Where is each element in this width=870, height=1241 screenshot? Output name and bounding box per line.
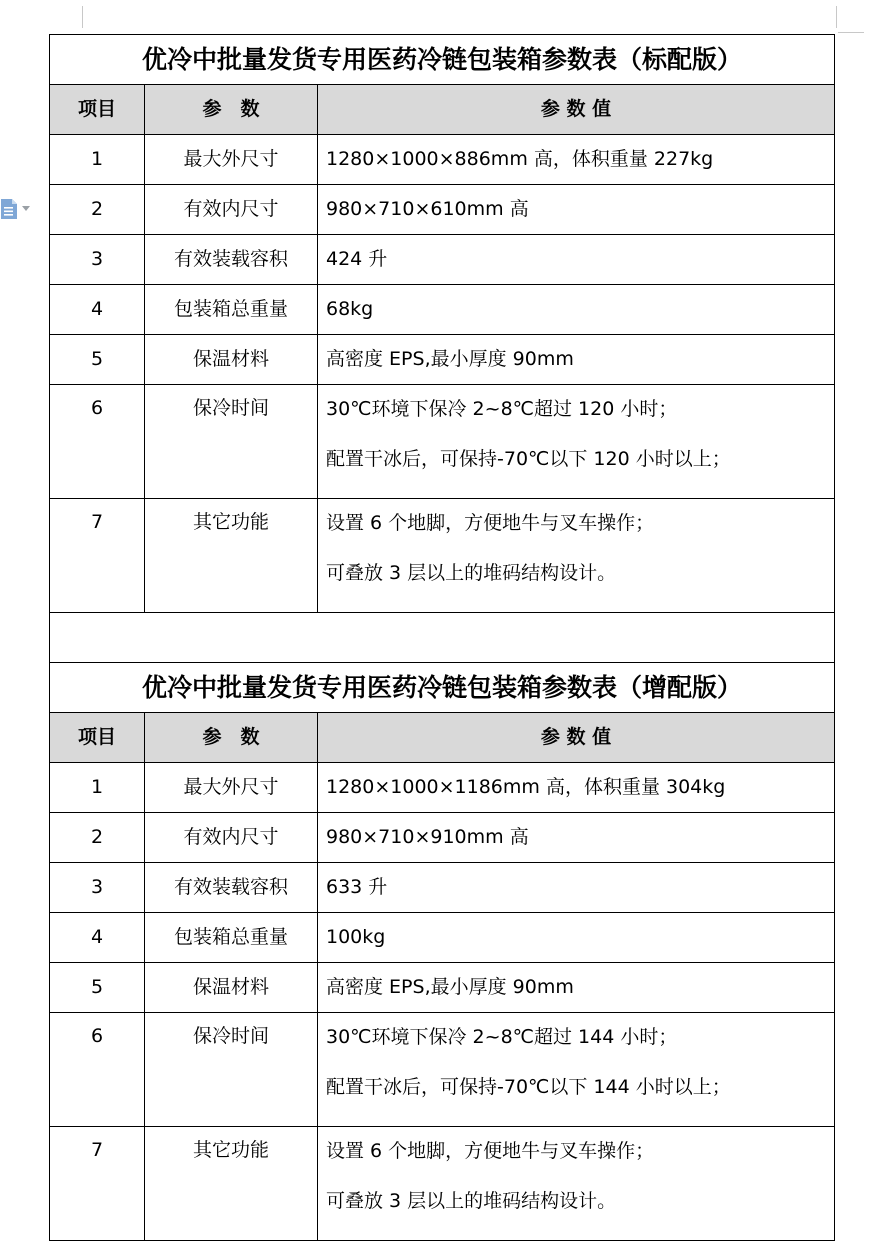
table-row (50, 813, 835, 863)
row-number: 2 (50, 813, 145, 863)
spec-table (49, 34, 835, 1241)
margin-options[interactable] (0, 197, 40, 221)
row-param: 有效装载容积 (145, 863, 318, 913)
row-number: 4 (50, 913, 145, 963)
row-value: 980×710×910mm 高 (318, 813, 835, 863)
row-value (318, 1013, 835, 1127)
row-number: 4 (50, 285, 145, 335)
separator-row (50, 613, 835, 663)
table-row (50, 913, 835, 963)
crop-mark-top-right-h (838, 32, 864, 33)
table-title-enhanced: 优冷中批量发货专用医药冷链包装箱参数表（增配版） (50, 663, 835, 713)
chevron-down-icon[interactable] (22, 206, 30, 212)
row-param: 包装箱总重量 (145, 913, 318, 963)
row-param: 包装箱总重量 (145, 285, 318, 335)
row-value: 高密度 EPS,最小厚度 90mm (318, 963, 835, 1013)
table-row (50, 1013, 835, 1127)
row-number: 7 (50, 499, 145, 613)
row-value (318, 499, 835, 613)
header-value: 参 数 值 (318, 713, 835, 763)
row-param: 保温材料 (145, 963, 318, 1013)
row-value: 高密度 EPS,最小厚度 90mm (318, 335, 835, 385)
table-row (50, 285, 835, 335)
value-line: 30℃环境下保冷 2~8℃超过 120 小时； (326, 398, 678, 420)
crop-mark-top-left (82, 6, 83, 28)
document-options-icon[interactable] (0, 198, 18, 220)
row-value: 68kg (318, 285, 835, 335)
row-number: 2 (50, 185, 145, 235)
row-param: 有效内尺寸 (145, 185, 318, 235)
row-number: 1 (50, 135, 145, 185)
table-row (50, 963, 835, 1013)
table-row (50, 1127, 835, 1241)
row-number: 6 (50, 1013, 145, 1127)
row-number: 5 (50, 963, 145, 1013)
table-row (50, 763, 835, 813)
value-line: 配置干冰后，可保持-70℃以下 120 小时以上； (326, 448, 731, 470)
header-item: 项目 (50, 85, 145, 135)
row-value: 980×710×610mm 高 (318, 185, 835, 235)
table-row (50, 135, 835, 185)
row-value (318, 1127, 835, 1241)
value-line: 可叠放 3 层以上的堆码结构设计。 (326, 1190, 617, 1212)
table-row (50, 235, 835, 285)
table-row (50, 863, 835, 913)
table-row (50, 499, 835, 613)
table-row (50, 385, 835, 499)
row-value: 1280×1000×1186mm 高，体积重量 304kg (318, 763, 835, 813)
table-row (50, 335, 835, 385)
header-param: 参 数 (145, 713, 318, 763)
row-number: 1 (50, 763, 145, 813)
row-number: 3 (50, 863, 145, 913)
row-value (318, 385, 835, 499)
row-value: 424 升 (318, 235, 835, 285)
crop-mark-top-right (836, 6, 837, 28)
row-param: 最大外尺寸 (145, 135, 318, 185)
value-line: 设置 6 个地脚，方便地牛与叉车操作； (326, 512, 655, 534)
row-number: 7 (50, 1127, 145, 1241)
row-param: 保冷时间 (145, 1013, 318, 1127)
header-value: 参 数 值 (318, 85, 835, 135)
value-line: 30℃环境下保冷 2~8℃超过 144 小时； (326, 1026, 678, 1048)
row-param: 有效内尺寸 (145, 813, 318, 863)
row-number: 5 (50, 335, 145, 385)
row-number: 6 (50, 385, 145, 499)
header-param: 参 数 (145, 85, 318, 135)
row-param: 其它功能 (145, 499, 318, 613)
value-line: 可叠放 3 层以上的堆码结构设计。 (326, 562, 617, 584)
header-item: 项目 (50, 713, 145, 763)
row-param: 保温材料 (145, 335, 318, 385)
row-value: 1280×1000×886mm 高，体积重量 227kg (318, 135, 835, 185)
value-line: 配置干冰后，可保持-70℃以下 144 小时以上； (326, 1076, 731, 1098)
row-param: 有效装载容积 (145, 235, 318, 285)
table-row (50, 185, 835, 235)
row-param: 其它功能 (145, 1127, 318, 1241)
row-value: 100kg (318, 913, 835, 963)
row-value: 633 升 (318, 863, 835, 913)
row-param: 保冷时间 (145, 385, 318, 499)
table-title-standard: 优冷中批量发货专用医药冷链包装箱参数表（标配版） (50, 35, 835, 85)
row-number: 3 (50, 235, 145, 285)
row-param: 最大外尺寸 (145, 763, 318, 813)
value-line: 设置 6 个地脚，方便地牛与叉车操作； (326, 1140, 655, 1162)
